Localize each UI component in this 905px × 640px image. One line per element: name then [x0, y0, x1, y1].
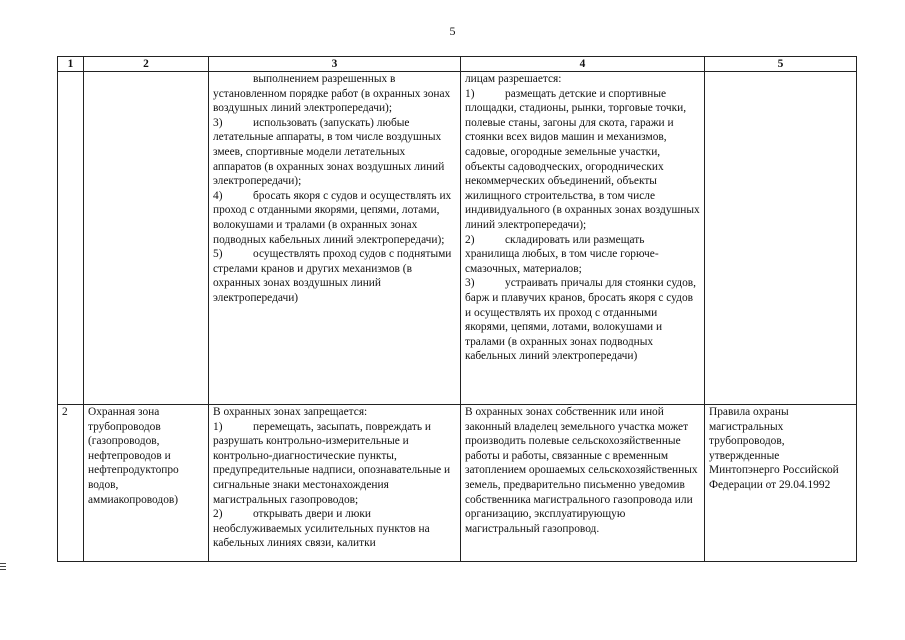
list-item: 4) бросать якоря с судов и осуществлять их проход с отданными якорями, цепями, лотами, волокушами и тралами (в охранных зонах подводных кабельных линий электропередачи); — [213, 189, 452, 246]
list-item: 1) перемещать, засыпать, повреждать и разрушать контрольно-измерительные и контрольно-диагностические пункты, предупредительные надписи, опознавательные и сигнальные знаки местонахождения магистральных газопроводов; — [213, 420, 451, 506]
header-col-5: 5 — [705, 57, 857, 72]
list-item: 2) открывать двери и люки необслуживаемых усилительных пунктов на кабельных линиях связи, калитки — [213, 508, 430, 550]
table-row — [58, 405, 857, 562]
header-col-2: 2 — [84, 57, 209, 72]
list-item: выполнением разрешенных в установленном порядке работ (в охранных зонах воздушных линий электропередачи); — [213, 73, 451, 115]
row1-prohibitions — [209, 72, 461, 405]
list-item: В охранных зонах собственник или иной законный владелец земельного участка может производить полевые сельскохозяйственные работы и работы, связанные с временным затоплением орошаемых сельскохозяйственных земель, предварительно письменно уведомив собственника магистрального газопровода или организацию, эксплуатирующую магистральный газопровод. — [465, 406, 698, 535]
row2-legal-basis: Правила охраны магистральных трубопроводов, утвержденные Минтопэнерго Российской Федерации от 29.04.1992 — [705, 405, 857, 562]
list-item: 3) использовать (запускать) любые летательные аппараты, в том числе воздушных змеев, спортивные модели летательных аппаратов (в охранных зонах воздушных линий электропередачи); — [213, 116, 445, 188]
header-row — [58, 57, 857, 72]
table-row — [58, 72, 857, 405]
header-col-4: 4 — [461, 57, 705, 72]
row1-number — [58, 72, 84, 405]
list-item: В охранных зонах запрещается: — [213, 406, 368, 418]
list-item: 5) осуществлять проход судов с поднятыми стрелами кранов и других механизмов (в охранных зонах воздушных линий электропередачи) — [213, 248, 452, 304]
row2-permissions — [461, 405, 705, 562]
row1-legal-basis — [705, 72, 857, 405]
page-number: 5 — [449, 24, 456, 38]
header-col-1: 1 — [58, 57, 84, 72]
list-item: 3) устраивать причалы для стоянки судов, барж и плавучих кранов, бросать якоря с судов и осуществлять их проход с отданными якорями, цепями, лотами, волокушами и тралами (в охранных зонах подводных кабельных линий электропередачи) — [465, 277, 697, 363]
row1-permissions — [461, 72, 705, 405]
list-item: 2) складировать или размещать хранилища любых, в том числе горюче-смазочных, материалов; — [465, 233, 659, 275]
list-item: 1) размещать детские и спортивные площадки, стадионы, рынки, торговые точки, полевые станы, загоны для скота, гаражи и стоянки всех видов машин и механизмов, садовые, огородные земельные участки, объекты садоводческих, огороднических некоммерческих объединений, объекты жилищного строительства, в том числе индивидуального (в охранных зонах воздушных линий электропередачи); — [465, 87, 700, 231]
zones-table — [57, 56, 857, 562]
row2-zone-name: Охранная зона трубопроводов (газопроводов, нефтепроводов и нефтепродуктопро водов, аммиакопроводов) — [84, 405, 209, 562]
list-item: лицам разрешается: — [465, 73, 562, 85]
row2-number: 2 — [58, 405, 84, 562]
margin-mark — [0, 563, 6, 573]
header-col-3: 3 — [209, 57, 461, 72]
row2-prohibitions — [209, 405, 461, 562]
row1-zone-name — [84, 72, 209, 405]
